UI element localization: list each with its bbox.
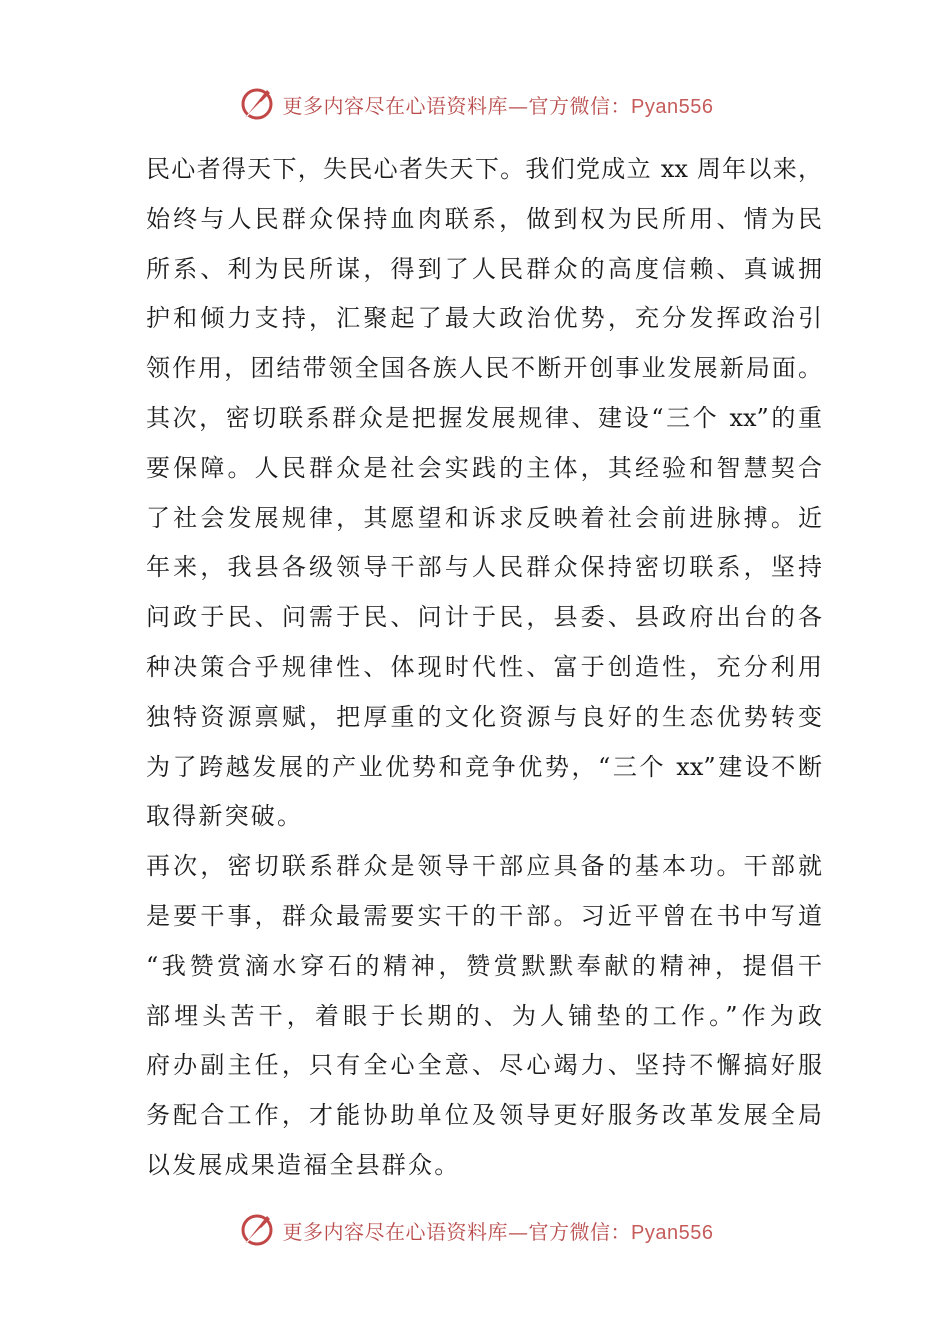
watermark-text: 更多内容尽在心语资料库—官方微信：Pyan556 — [282, 1219, 714, 1244]
wechat-id: Pyan556 — [631, 1221, 714, 1244]
text-line: 始终与人民群众保持血肉联系，做到权为民所用、情为民 — [146, 204, 822, 233]
header-watermark — [0, 82, 950, 126]
wechat-id: Pyan556 — [631, 95, 714, 118]
text-line: “我赞赏滴水穿石的精神，赞赏默默奉献的精神，提倡干 — [146, 951, 822, 980]
text-line: 所系、利为民所谋，得到了人民群众的高度信赖、真诚拥 — [146, 254, 822, 283]
text-line: 要保障。人民群众是社会实践的主体，其经验和智慧契合 — [146, 453, 822, 482]
document-body — [146, 145, 822, 1191]
footer-watermark — [0, 1208, 950, 1252]
text-line: 为了跨越发展的产业优势和竞争优势，“三个 xx”建设不断 — [146, 752, 822, 781]
text-line: 府办副主任，只有全心全意、尽心竭力、坚持不懈搞好服 — [146, 1051, 822, 1080]
text-line: 民心者得天下，失民心者失天下。我们党成立 xx 周年以来， — [146, 155, 822, 183]
text-line: 务配合工作，才能协助单位及领导更好服务改革发展全局 — [146, 1101, 822, 1130]
quill-logo-icon — [237, 1210, 277, 1250]
text-line: 问政于民、问需于民、问计于民，县委、县政府出台的各 — [146, 603, 822, 632]
text-line: 领作用，团结带领全国各族人民不断开创事业发展新局面。 — [146, 354, 822, 383]
text-line: 部埋头苦干，着眼于长期的、为人铺垫的工作。”作为政 — [146, 1001, 822, 1030]
text-line: 再次，密切联系群众是领导干部应具备的基本功。干部就 — [146, 852, 822, 881]
quill-logo-icon — [237, 84, 277, 124]
text-line: 年来，我县各级领导干部与人民群众保持密切联系，坚持 — [146, 553, 822, 582]
text-line: 其次，密切联系群众是把握发展规律、建设“三个 xx”的重 — [146, 403, 822, 432]
watermark-text: 更多内容尽在心语资料库—官方微信：Pyan556 — [282, 93, 714, 118]
text-line: 以发展成果造福全县群众。 — [146, 1150, 461, 1179]
text-line: 种决策合乎规律性、体现时代性、富于创造性，充分利用 — [146, 652, 822, 681]
text-line: 是要干事，群众最需要实干的干部。习近平曾在书中写道 — [146, 901, 822, 930]
text-line: 了社会发展规律，其愿望和诉求反映着社会前进脉搏。近 — [146, 503, 822, 532]
text-line: 护和倾力支持，汇聚起了最大政治优势，充分发挥政治引 — [146, 304, 822, 333]
text-line: 取得新突破。 — [146, 802, 304, 831]
text-line: 独特资源禀赋，把厚重的文化资源与良好的生态优势转变 — [146, 702, 822, 731]
